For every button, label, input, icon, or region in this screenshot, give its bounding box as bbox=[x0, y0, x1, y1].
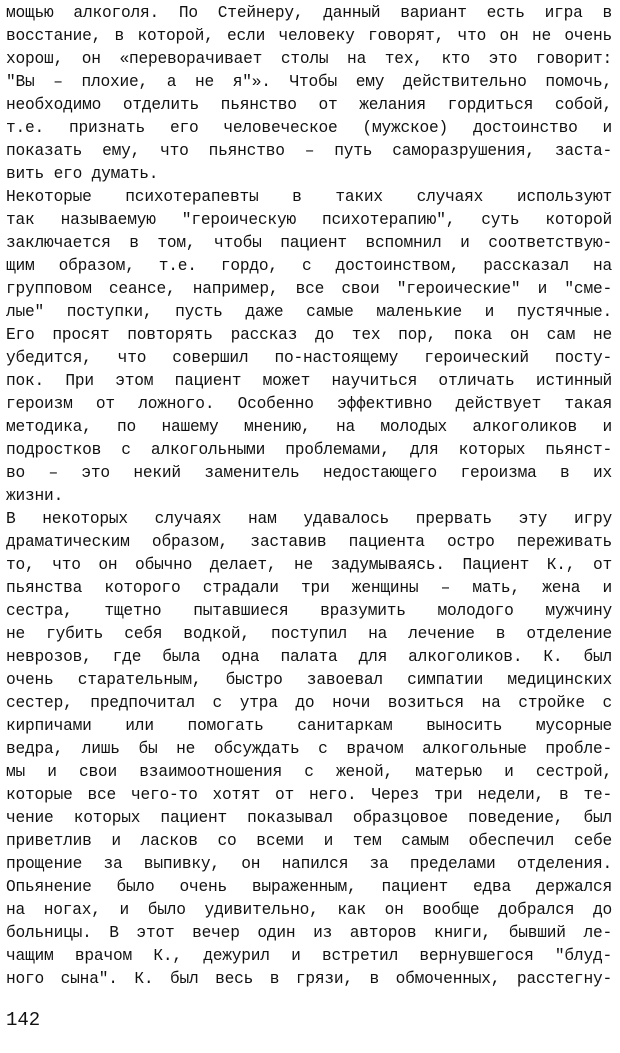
text-line: т.е. признать его человеческое (мужское) достоинство и bbox=[6, 119, 612, 137]
text-line: драматическим образом, заставив пациента остро переживать bbox=[6, 533, 612, 551]
text-line: показать ему, что пьянство – путь саморазрушения, заста- bbox=[6, 142, 612, 160]
text-line: очень старательным, быстро завоевал симпатии медицинских bbox=[6, 671, 612, 689]
text-line: восстание, в которой, если человеку говорят, что он не очень bbox=[6, 27, 612, 45]
text-line: Его просят повторять рассказ до тех пор, пока он сам не bbox=[6, 326, 612, 344]
text-line: Некоторые психотерапевты в таких случаях используют bbox=[6, 188, 612, 206]
text-line: ведра, лишь бы не обсуждать с врачом алкогольные пробле- bbox=[6, 740, 612, 758]
text-line: чение которых пациент показывал образцовое поведение, был bbox=[6, 809, 612, 827]
text-line: приветлив и ласков со всеми и тем самым обеспечил себе bbox=[6, 832, 612, 850]
text-line: пок. При этом пациент может научиться отличать истинный bbox=[6, 372, 612, 390]
text-line: вить его думать. bbox=[6, 165, 159, 183]
text-line: "Вы – плохие, а не я"». Чтобы ему действительно помочь, bbox=[6, 73, 612, 91]
text-line: щим образом, т.е. гордо, с достоинством, рассказал на bbox=[6, 257, 612, 275]
text-line: мощью алкоголя. По Стейнеру, данный вариант есть игра в bbox=[6, 4, 612, 22]
text-line: ного сына". К. был весь в грязи, в обмоченных, расстегну- bbox=[6, 970, 612, 988]
text-line: неврозов, где была одна палата для алкоголиков. К. был bbox=[6, 648, 612, 666]
text-line: не губить себя водкой, поступил на лечение в отделение bbox=[6, 625, 612, 643]
text-line: групповом сеансе, например, все свои "героические" и "сме- bbox=[6, 280, 612, 298]
text-line: так называемую "героическую психотерапию", суть которой bbox=[6, 211, 612, 229]
text-line: сестер, предпочитал с утра до ночи возиться на стройке с bbox=[6, 694, 612, 712]
text-line: убедится, что совершил по-настоящему героический посту- bbox=[6, 349, 612, 367]
text-line: Опьянение было очень выраженным, пациент едва держался bbox=[6, 878, 612, 896]
text-line: героизм от ложного. Особенно эффективно действует такая bbox=[6, 395, 612, 413]
text-line: пьянства которого страдали три женщины – мать, жена и bbox=[6, 579, 612, 597]
text-line: заключается в том, чтобы пациент вспомнил и соответствую- bbox=[6, 234, 612, 252]
page-number: 142 bbox=[6, 1009, 41, 1031]
text-line: на ногах, и было удивительно, как он вообще добрался до bbox=[6, 901, 612, 919]
text-line: подростков с алкогольными проблемами, для которых пьянст- bbox=[6, 441, 612, 459]
text-line: кирпичами или помогать санитаркам выносить мусорные bbox=[6, 717, 612, 735]
text-line: мы и свои взаимоотношения с женой, матерью и сестрой, bbox=[6, 763, 612, 781]
text-line: больницы. В этот вечер один из авторов книги, бывший ле- bbox=[6, 924, 612, 942]
text-line: необходимо отделить пьянство от желания гордиться собой, bbox=[6, 96, 612, 114]
text-line: во – это некий заменитель недостающего героизма в их bbox=[6, 464, 612, 482]
text-line: то, что он обычно делает, не задумываясь. Пациент К., от bbox=[6, 556, 612, 574]
text-line: сестра, тщетно пытавшиеся вразумить молодого мужчину bbox=[6, 602, 612, 620]
text-line: методика, по нашему мнению, на молодых алкоголиков и bbox=[6, 418, 612, 436]
body-text bbox=[6, 2, 612, 991]
text-line: которые все чего-то хотят от него. Через три недели, в те- bbox=[6, 786, 612, 804]
text-line: жизни. bbox=[6, 487, 64, 505]
text-line: лые" поступки, пусть даже самые маленькие и пустячные. bbox=[6, 303, 612, 321]
text-line: В некоторых случаях нам удавалось прервать эту игру bbox=[6, 510, 612, 528]
text-line: прощение за выпивку, он напился за пределами отделения. bbox=[6, 855, 612, 873]
text-line: хорош, он «переворачивает столы на тех, кто это говорит: bbox=[6, 50, 612, 68]
text-line: чащим врачом К., дежурил и встретил вернувшегося "блуд- bbox=[6, 947, 612, 965]
